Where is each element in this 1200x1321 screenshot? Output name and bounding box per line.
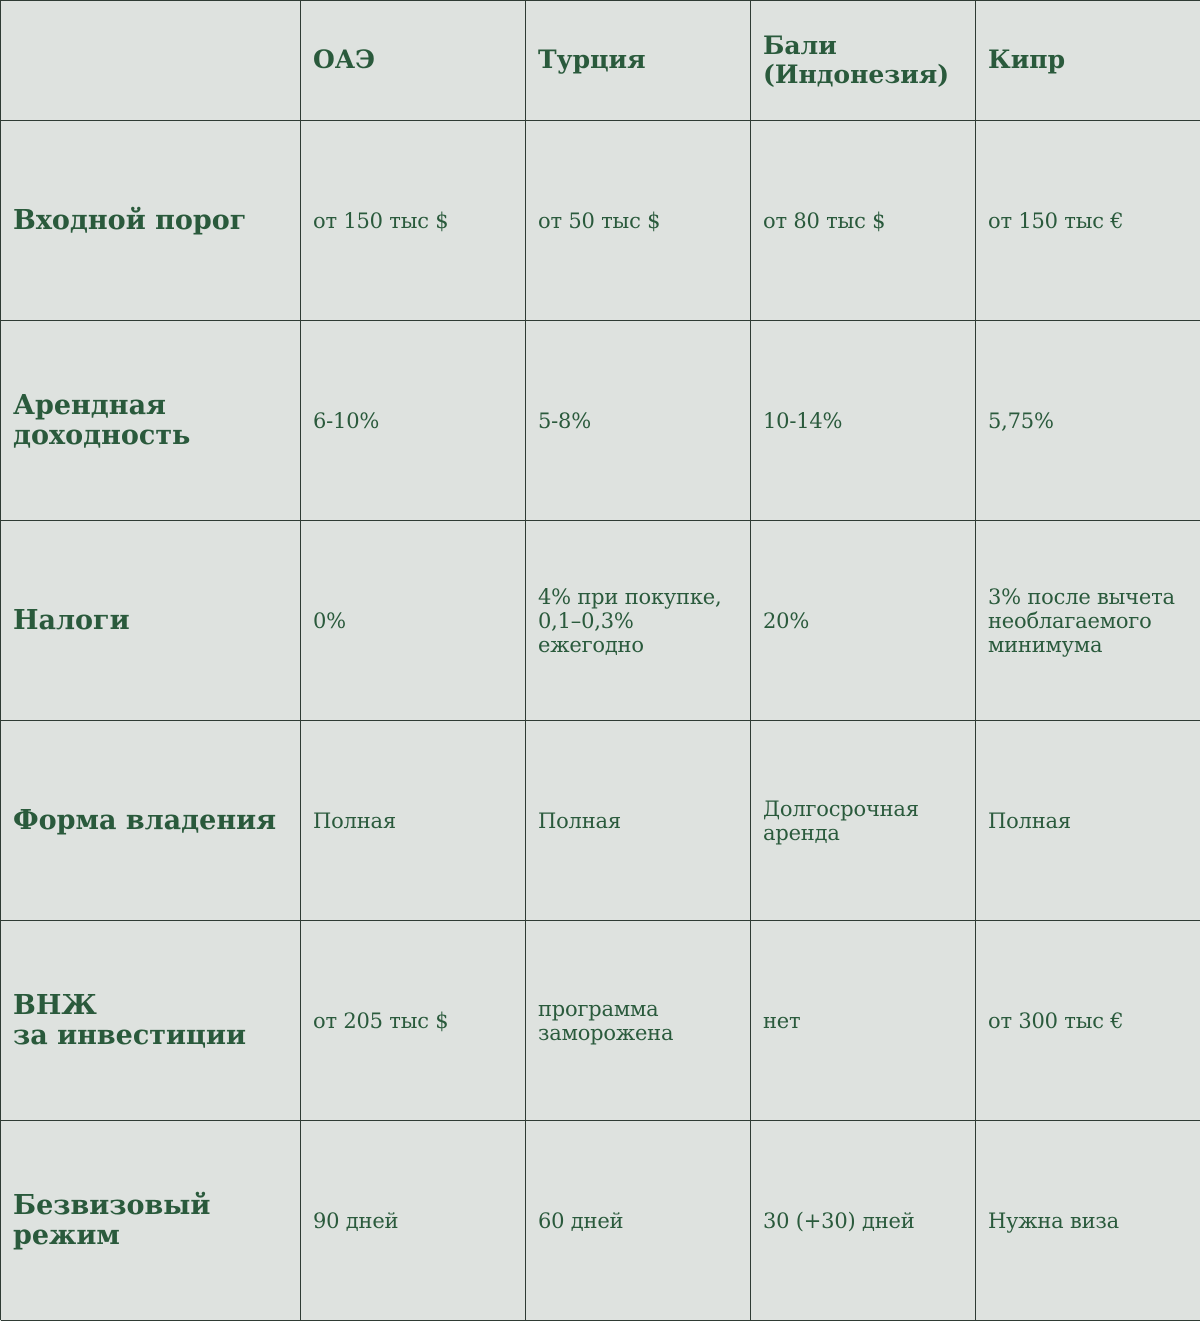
cell-value: Полная (538, 808, 621, 833)
cell-value: 4% при покупке, 0,1–0,3% ежегодно (538, 584, 722, 657)
table-cell (751, 321, 976, 521)
cell-value: Полная (988, 808, 1071, 833)
row-header-entry-threshold (1, 121, 301, 321)
row-header-ownership (1, 721, 301, 921)
row-header-label: ВНЖ за инвестиции (13, 989, 247, 1051)
cell-value: от 205 тыс $ (313, 1008, 449, 1033)
cell-value: 20% (763, 608, 810, 633)
row-header-visa-free (1, 1121, 301, 1321)
cell-value: Нужна виза (988, 1208, 1119, 1233)
table-cell (301, 1121, 526, 1321)
cell-value: 5-8% (538, 408, 591, 433)
column-header-label: Кипр (988, 45, 1066, 74)
row-header-rental-yield (1, 321, 301, 521)
cell-value: программа заморожена (538, 996, 674, 1045)
row-header-label: Арендная доходность (13, 389, 191, 451)
column-header-label: Турция (538, 45, 646, 74)
cell-value: от 80 тыс $ (763, 208, 886, 233)
cell-value: 6-10% (313, 408, 380, 433)
table-cell (526, 921, 751, 1121)
column-header-cyprus (976, 1, 1200, 121)
table-cell (976, 1121, 1200, 1321)
cell-value: 5,75% (988, 408, 1054, 433)
table-cell (526, 121, 751, 321)
row-header-label: Форма владения (13, 804, 277, 836)
table-cell (976, 121, 1200, 321)
cell-value: нет (763, 1008, 801, 1033)
column-header-label: Бали (Индонезия) (763, 30, 950, 89)
table-cell (301, 321, 526, 521)
table-cell (976, 721, 1200, 921)
row-header-residence-permit (1, 921, 301, 1121)
column-header-uae (301, 1, 526, 121)
table-cell (301, 521, 526, 721)
cell-value: 90 дней (313, 1208, 399, 1233)
cell-value: 60 дней (538, 1208, 624, 1233)
cell-value: от 150 тыс $ (313, 208, 449, 233)
table-cell (301, 921, 526, 1121)
table-cell (526, 1121, 751, 1321)
row-header-label: Налоги (13, 604, 130, 636)
table-cell (301, 721, 526, 921)
column-header-label: ОАЭ (313, 45, 376, 74)
cell-value: от 300 тыс € (988, 1008, 1124, 1033)
table-cell (751, 121, 976, 321)
cell-value: 3% после вычета необлагаемого минимума (988, 584, 1175, 657)
row-header-label: Входной порог (13, 204, 247, 236)
column-header-bali (751, 1, 976, 121)
cell-value: Полная (313, 808, 396, 833)
table-cell (751, 521, 976, 721)
cell-value: 10-14% (763, 408, 843, 433)
table-cell (751, 1121, 976, 1321)
table-cell (301, 121, 526, 321)
table-cell (526, 521, 751, 721)
table-cell (751, 921, 976, 1121)
column-header-turkey (526, 1, 751, 121)
table-cell (751, 721, 976, 921)
cell-value: Долгосрочная аренда (763, 796, 919, 845)
cell-value: 30 (+30) дней (763, 1208, 915, 1233)
cell-value: 0% (313, 608, 346, 633)
row-header-label: Безвизовый режим (13, 1189, 211, 1251)
table-cell (526, 721, 751, 921)
row-header-taxes (1, 521, 301, 721)
cell-value: от 50 тыс $ (538, 208, 661, 233)
corner-cell (1, 1, 301, 121)
cell-value: от 150 тыс € (988, 208, 1124, 233)
table-cell (526, 321, 751, 521)
table-cell (976, 521, 1200, 721)
table-cell (976, 321, 1200, 521)
table-cell (976, 921, 1200, 1121)
